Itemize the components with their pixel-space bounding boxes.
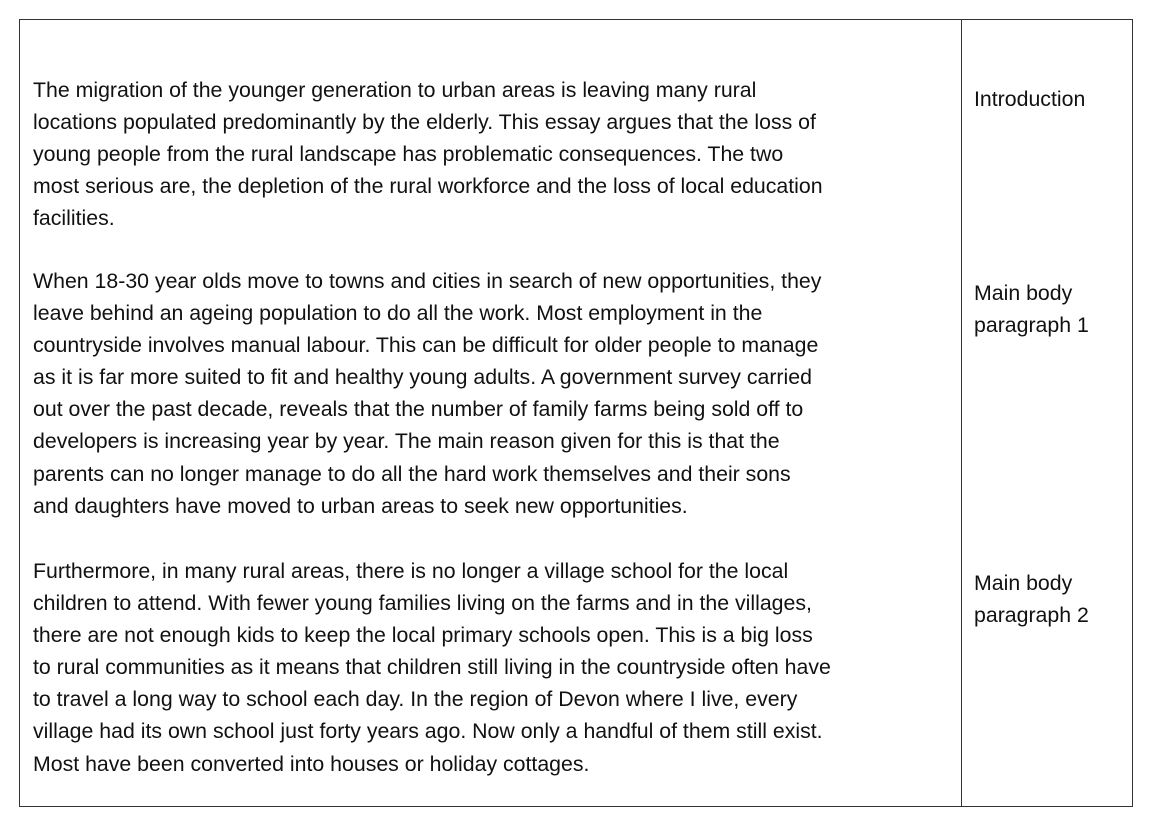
text-line: to rural communities as it means that children still living in the countryside often have bbox=[33, 655, 831, 680]
text-line: leave behind an ageing population to do all the work. Most employment in the bbox=[33, 301, 763, 326]
text-line: there are not enough kids to keep the local primary schools open. This is a big loss bbox=[33, 623, 813, 648]
main-body-paragraph-2-label bbox=[974, 567, 1124, 631]
text-line: countryside involves manual labour. This can be difficult for older people to manage bbox=[33, 333, 819, 358]
text-line: most serious are, the depletion of the rural workforce and the loss of local education bbox=[33, 174, 823, 199]
column-divider bbox=[961, 20, 962, 806]
label-line: paragraph 1 bbox=[974, 313, 1089, 338]
essay-structure-table bbox=[19, 19, 1133, 807]
text-line: parents can no longer manage to do all the hard work themselves and their sons bbox=[33, 461, 791, 486]
label-line: Introduction bbox=[974, 87, 1086, 111]
text-line: When 18-30 year olds move to towns and cities in search of new opportunities, they bbox=[33, 269, 822, 293]
label-line: paragraph 2 bbox=[974, 603, 1089, 628]
label-line: Main body bbox=[974, 571, 1073, 595]
main-body-paragraph-1-label bbox=[974, 277, 1124, 341]
text-line: and daughters have moved to urban areas to seek new opportunities. bbox=[33, 493, 688, 518]
main-body-paragraph-1 bbox=[33, 265, 958, 522]
text-line: Furthermore, in many rural areas, there is no longer a village school for the local bbox=[33, 559, 789, 583]
text-line: village had its own school just forty years ago. Now only a handful of them still exist. bbox=[33, 719, 823, 744]
text-line: Most have been converted into houses or holiday cottages. bbox=[33, 751, 590, 776]
text-line: facilities. bbox=[33, 206, 115, 231]
text-line: young people from the rural landscape has problematic consequences. The two bbox=[33, 142, 784, 167]
introduction-paragraph bbox=[33, 74, 958, 234]
main-body-paragraph-2 bbox=[33, 555, 958, 780]
introduction-label bbox=[974, 83, 1124, 115]
text-line: children to attend. With fewer young families living on the farms and in the villages, bbox=[33, 591, 812, 616]
label-line: Main body bbox=[974, 281, 1073, 305]
text-line: out over the past decade, reveals that the number of family farms being sold off to bbox=[33, 397, 804, 422]
text-line: locations populated predominantly by the elderly. This essay argues that the loss of bbox=[33, 110, 816, 135]
text-line: The migration of the younger generation to urban areas is leaving many rural bbox=[33, 78, 757, 102]
text-line: to travel a long way to school each day. In the region of Devon where I live, every bbox=[33, 687, 798, 712]
text-line: developers is increasing year by year. The main reason given for this is that the bbox=[33, 429, 780, 454]
text-line: as it is far more suited to fit and healthy young adults. A government survey carried bbox=[33, 365, 812, 390]
